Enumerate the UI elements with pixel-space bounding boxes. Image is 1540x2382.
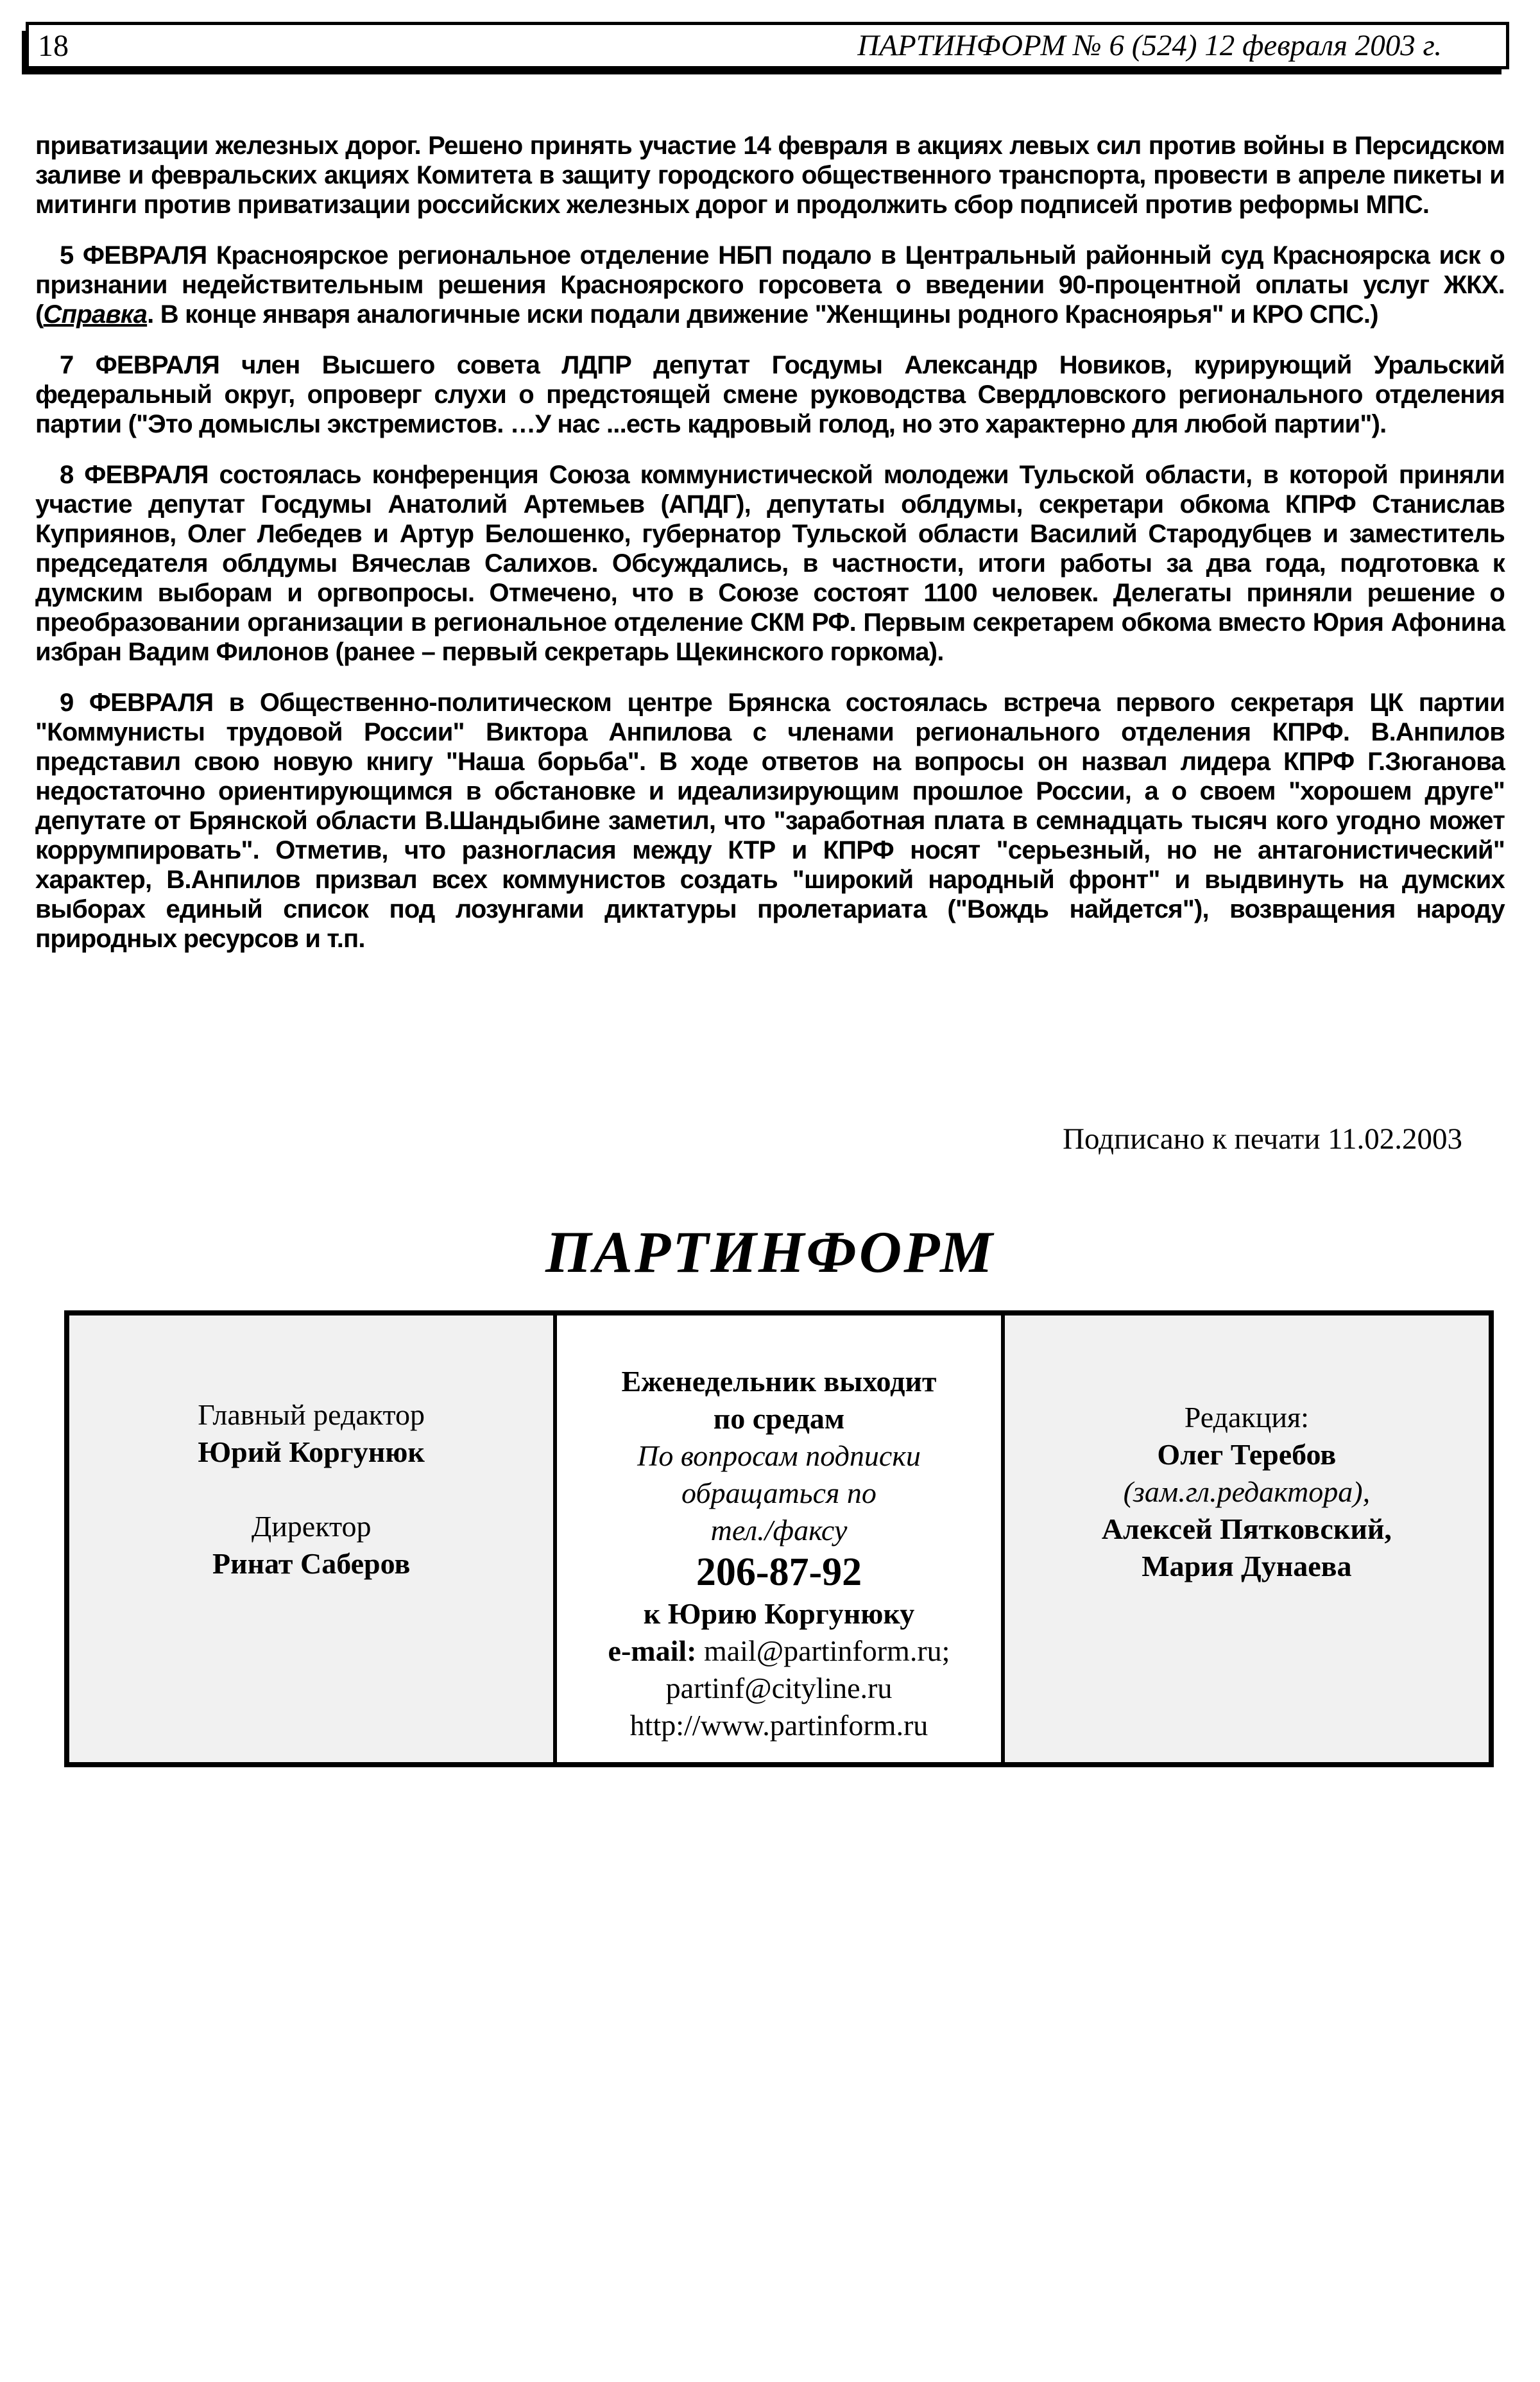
body-paragraph: 7 ФЕВРАЛЯ член Высшего совета ЛДПР депутат Госдумы Александр Новиков, курирующий Уральский федеральный округ, опроверг слухи о предстоящей смене руководства Свердловского регионального отделения партии ("Это домыслы экстремистов. …У нас ...есть кадровый голод, но это характерно для любой партии"). (35, 351, 1505, 438)
masthead-title: ПАРТИНФОРМ (545, 1219, 995, 1285)
body-paragraph: приватизации железных дорог. Решено принять участие 14 февраля в акциях левых сил против войны в Персидском заливе и февральских акциях Комитета в защиту городского общественного транспорта, провести в апреле пикеты и митинги против приватизации российских железных дорог и продолжить сбор подписей против реформы МПС. (35, 132, 1505, 219)
body-text (35, 131, 1505, 975)
editor-cell: Главный редактор Юрий Коргунюк Директор Ринат Саберов (69, 1315, 553, 1762)
body-paragraph: 9 ФЕВРАЛЯ в Общественно-политическом центре Брянска состоялась встреча первого секретаря ЦК партии "Коммунисты трудовой России" Виктора Анпилова с членами регионального отделения КПРФ. В.Анпилов представил свою новую книгу "Наша борьба". В ходе ответов на вопросы он назвал лидера КПРФ Г.Зюганова недостаточно ориентирующимся в обстановке и идеализирующим прошлое России, а о своем "хорошем друге" депутате от Брянской области В.Шандыбине заметил, что "заработная плата в семнадцать тысяч кого угодно может коррумпировать". Отметив, что разногласия между КТР и КПРФ носят "серьезный, но не антагонистический" характер, В.Анпилов призвал всех коммунистов создать "широкий народный фронт" и выдвинуть на думских выборах единый список под лозунгами диктатуры пролетариата ("Вождь найдется"), возвращения народу природных ресурсов и т.п. (35, 689, 1505, 953)
page-header (26, 22, 1509, 69)
issue-header: ПАРТИНФОРМ № 6 (524) 12 февраля 2003 г. (857, 29, 1442, 62)
body-paragraph: 8 ФЕВРАЛЯ состоялась конференция Союза коммунистической молодежи Тульской области, в которой приняли участие депутат Госдумы Анатолий Артемьев (АПДГ), депутаты облдумы, секретари обкома КПРФ Станислав Куприянов, Олег Лебедев и Артур Белошенко, губернатор Тульской области Василий Стародубцев и заместитель председателя облдумы Вячеслав Салихов. Обсуждались, в частности, итоги работы за два года, подготовка к думским выборам и оргвопросы. Отмечено, что в Союзе состоят 1100 человек. Делегаты приняли решение о преобразовании организации в региональное отделение СКМ РФ. Первым секретарем обкома вместо Юрия Афонина избран Вадим Филонов (ранее – первый секретарь Щекинского горкома). (35, 461, 1505, 666)
staff-cell: Редакция: Олег Теребов (зам.гл.редактора), Алексей Пятковский, Мария Дунаева (1005, 1315, 1489, 1762)
signoff-line: Подписано к печати 11.02.2003 (1063, 1122, 1462, 1156)
editorial-box (64, 1310, 1494, 1767)
page-number: 18 (38, 28, 69, 63)
subscription-cell: Еженедельник выходит по средам По вопросам подписки обращаться по тел./факсу 206-87-92 к Юрию Коргунюку e-mail: mail@partinform.ru; partinf@cityline.ru http://www.partinform.ru (553, 1315, 1004, 1762)
body-paragraph: 5 ФЕВРАЛЯ Красноярское региональное отделение НБП подало в Центральный районный суд Красноярска иск о признании недействительным решения Красноярского горсовета о введении 90-процентной оплаты услуг ЖКХ. (Справка. В конце января аналогичные иски подали движение "Женщины родного Красноярья" и КРО СПС.) (35, 241, 1505, 329)
